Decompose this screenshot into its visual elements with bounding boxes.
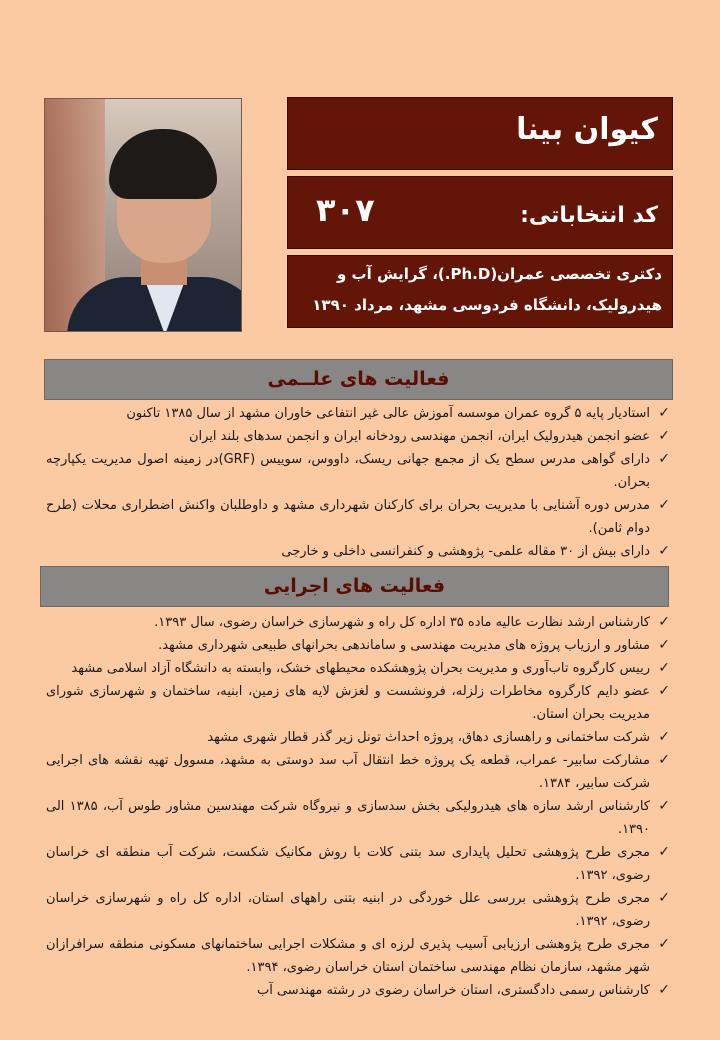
checkmark-icon: ✓ (658, 982, 670, 998)
checkmark-icon: ✓ (658, 798, 670, 814)
checkmark-icon: ✓ (658, 405, 670, 421)
list-item (40, 933, 674, 979)
list-item-text: مشاور و ارزیاب پروژه های مدیریت مهندسی و ساماندهی بحرانهای طبیعی شهرداری مشهد. (158, 638, 650, 653)
profile-photo (44, 98, 242, 332)
list-item-text: عضو دایم کارگروه مخاطرات زلزله، فرونشست و لغزش لایه های زمین، ابنیه، ساختمان و شهرسازی شورای مدیریت بحران استان. (46, 684, 650, 722)
list-item (40, 726, 674, 749)
list-item-text: دارای بیش از ۳۰ مقاله علمی- پژوهشی و کنفرانسی داخلی و خارجی (281, 544, 650, 559)
degree-info: دکتری تخصصی عمران(Ph.D.)، گرایش آب و هیدرولیک، دانشگاه فردوسی مشهد، مرداد ۱۳۹۰ (287, 255, 673, 328)
election-code-number: ۳۰۷ (316, 191, 375, 229)
checkmark-icon: ✓ (658, 752, 670, 768)
list-item (40, 448, 674, 494)
list-item (40, 634, 674, 657)
checkmark-icon: ✓ (658, 428, 670, 444)
election-code-label: کد انتخاباتی: (520, 203, 658, 228)
list-item-text: عضو انجمن هیدرولیک ایران، انجمن مهندسی رودخانه ایران و انجمن سدهای بلند ایران (188, 429, 650, 444)
list-item (40, 657, 674, 680)
list-item-text: شرکت ساختمانی و راهسازی دهاق، پروژه احداث تونل زیر گذر قطار شهری مشهد (207, 730, 650, 745)
list-item (40, 841, 674, 887)
list-item (40, 680, 674, 726)
checkmark-icon: ✓ (658, 451, 670, 467)
list-item-text: کارشناس رسمی دادگستری، استان خراسان رضوی در رشته مهندسی آب (256, 983, 650, 998)
list-item (40, 402, 674, 425)
list-item (40, 540, 674, 563)
list-item-text: استادیار پایه ۵ گروه عمران موسسه آموزش عالی غیر انتفاعی خاوران مشهد از سال ۱۳۸۵ تاکنون (126, 406, 650, 421)
list-item (40, 611, 674, 634)
checkmark-icon: ✓ (658, 543, 670, 559)
list-item (40, 425, 674, 448)
checkmark-icon: ✓ (658, 497, 670, 513)
checkmark-icon: ✓ (658, 683, 670, 699)
list-item-text: کارشناس ارشد سازه های هیدرولیکی بخش سدسازی و نیروگاه شرکت مهندسین مشاور طوس آب، ۱۳۸۵ الی ۱۳۹۰. (46, 799, 650, 837)
checkmark-icon: ✓ (658, 729, 670, 745)
checkmark-icon: ✓ (658, 614, 670, 630)
list-item-text: مجری طرح پژوهشی ارزیابی آسیب پذیری لرزه ای و مشکلات اجرایی ساختمانهای مسکونی منطقه سرافرازان شهر مشهد، سازمان نظام مهندسی ساختمان استان خراسان رضوی، ۱۳۹۴. (46, 937, 650, 975)
list-item (40, 494, 674, 540)
list-item (40, 749, 674, 795)
list-item-text: رییس کارگروه تاب‌آوری و مدیریت بحران پژوهشکده محیطهای خشک، وابسته به دانشگاه آزاد اسلامی مشهد (71, 661, 650, 676)
candidate-name: کیوان بینا (287, 97, 673, 170)
scientific-activities-header: فعالیت های علــمی (44, 359, 673, 400)
election-code-box (287, 176, 673, 249)
checkmark-icon: ✓ (658, 660, 670, 676)
list-item-text: کارشناس ارشد نظارت عالیه ماده ۳۵ اداره کل راه و شهرسازی خراسان رضوی، سال ۱۳۹۳. (154, 615, 650, 630)
checkmark-icon: ✓ (658, 936, 670, 952)
list-item-text: دارای گواهی مدرس سطح یک از مجمع جهانی ریسک، داووس، سوییس (GRF)در زمینه اصول مدیریت یکپارچه بحران. (46, 452, 650, 490)
list-item (40, 887, 674, 933)
list-item-text: مشارکت سابیر- عمراب، قطعه یک پروژه خط انتقال آب سد دوستی به مشهد، مسوول تهیه نقشه های اجرایی شرکت سابیر، ۱۳۸۴. (46, 753, 650, 791)
checkmark-icon: ✓ (658, 637, 670, 653)
executive-activities-header: فعالیت های اجرایی (40, 566, 669, 607)
list-item-text: مجری طرح پژوهشی بررسی علل خوردگی در ابنیه بتنی راههای استان، اداره کل راه و شهرسازی خراسان رضوی، ۱۳۹۲. (46, 891, 650, 929)
list-item-text: مدرس دوره آشنایی با مدیریت بحران برای کارکنان شهرداری مشهد و داوطلبان واکنش اضطراری محلات (طرح دوام ثامن). (46, 498, 650, 536)
list-item (40, 795, 674, 841)
list-item-text: مجری طرح پژوهشی تحلیل پایداری سد بتنی کلات با روش مکانیک شکست، شرکت آب منطقه ای خراسان رضوی، ۱۳۹۲. (46, 845, 650, 883)
checkmark-icon: ✓ (658, 844, 670, 860)
list-item (40, 979, 674, 1002)
scientific-activities-list (40, 402, 674, 563)
checkmark-icon: ✓ (658, 890, 670, 906)
executive-activities-list (40, 611, 674, 1002)
